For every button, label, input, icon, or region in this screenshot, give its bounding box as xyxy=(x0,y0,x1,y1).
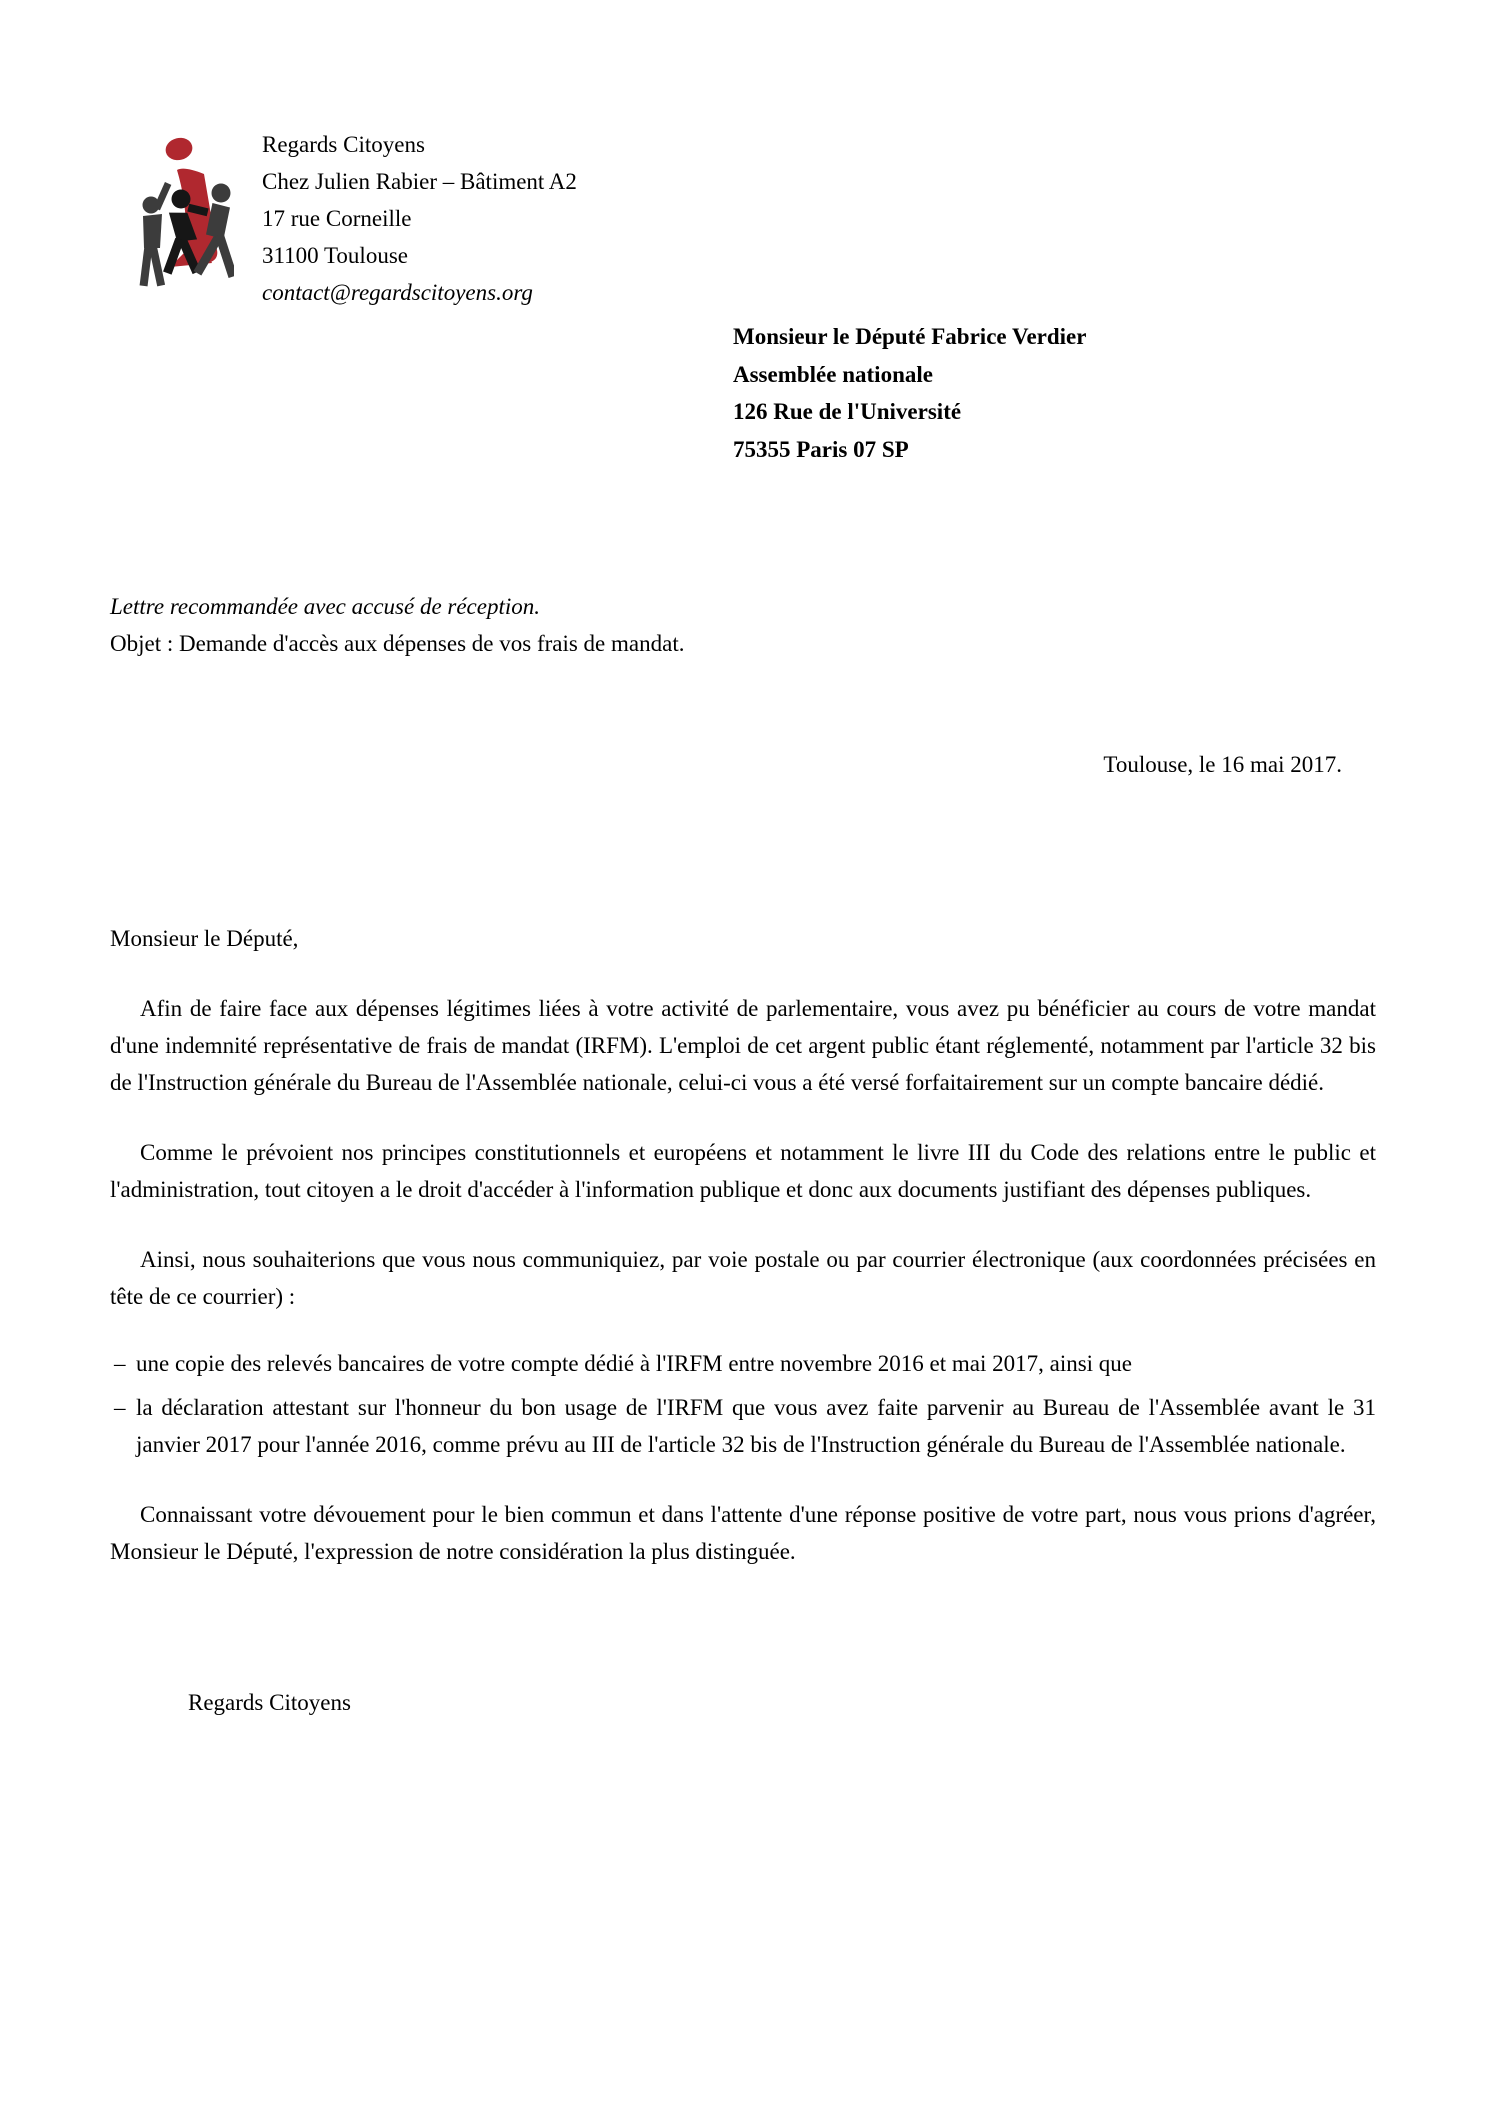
registered-mail-notice: Lettre recommandée avec accusé de réception. xyxy=(110,594,541,619)
signature: Regards Citoyens xyxy=(188,1690,351,1715)
date-line: Toulouse, le 16 mai 2017. xyxy=(1103,752,1342,777)
recipient-address-block xyxy=(733,318,1086,468)
sender-address-line: 17 rue Corneille xyxy=(262,206,412,231)
recipient-line: 75355 Paris 07 SP xyxy=(733,436,909,462)
body-paragraph: Ainsi, nous souhaiterions que vous nous communiquiez, par voie postale ou par courrier électronique (aux coordonnées précisées en tête de ce courrier) : xyxy=(110,1247,1376,1309)
list-item-text: une copie des relevés bancaires de votre compte dédié à l'IRFM entre novembre 2016 et mai 2017, ainsi que xyxy=(136,1351,1133,1376)
body-paragraph: Comme le prévoient nos principes constitutionnels et européens et notamment le livre III du Code des relations entre le public et l'administration, tout citoyen a le droit d'accéder à l'information publique et donc aux documents justifiant des dépenses publiques. xyxy=(110,1140,1376,1202)
body-paragraph: Afin de faire face aux dépenses légitimes liées à votre activité de parlementaire, vous avez pu bénéficier au cours de votre mandat d'une indemnité représentative de frais de mandat (IRFM). L'emploi de cet argent public étant réglementé, notamment par l'article 32 bis de l'Instruction générale du Bureau de l'Assemblée nationale, celui-ci vous a été versé forfaitairement sur un compte bancaire dédié. xyxy=(110,996,1376,1095)
list-item-text: la déclaration attestant sur l'honneur du bon usage de l'IRFM que vous avez faite parvenir au Bureau de l'Assemblée avant le 31 janvier 2017 pour l'année 2016, comme prévu au III de l'article 32 bis de l'Instruction générale du Bureau de l'Assemblée nationale. xyxy=(136,1395,1376,1457)
request-list xyxy=(110,1345,1376,1463)
closing-paragraph: Connaissant votre dévouement pour le bien commun et dans l'attente d'une réponse positive de votre part, nous vous prions d'agréer, Monsieur le Député, l'expression de notre considération la plus distinguée. xyxy=(110,1502,1376,1564)
sender-address-block xyxy=(262,126,577,311)
salutation: Monsieur le Député, xyxy=(110,926,299,951)
list-item xyxy=(110,1389,1376,1463)
letter-body xyxy=(110,920,1376,1721)
letterhead xyxy=(138,126,577,311)
sender-email: contact@regardscitoyens.org xyxy=(262,280,533,305)
people-carrying-letter-i-icon xyxy=(138,126,234,290)
sender-address-line: 31100 Toulouse xyxy=(262,243,408,268)
subject-line: Objet : Demande d'accès aux dépenses de vos frais de mandat. xyxy=(110,631,685,656)
recipient-line: Monsieur le Député Fabrice Verdier xyxy=(733,324,1087,349)
recipient-line: 126 Rue de l'Université xyxy=(733,399,962,424)
list-dash-marker: – xyxy=(114,1395,126,1420)
regards-citoyens-logo-icon xyxy=(138,126,234,290)
recipient-line: Assemblée nationale xyxy=(733,361,933,387)
list-item xyxy=(110,1345,1376,1382)
sender-address-line: Chez Julien Rabier – Bâtiment A2 xyxy=(262,169,577,194)
list-dash-marker: – xyxy=(114,1351,126,1376)
letter-meta xyxy=(110,588,1376,662)
sender-name: Regards Citoyens xyxy=(262,132,425,157)
